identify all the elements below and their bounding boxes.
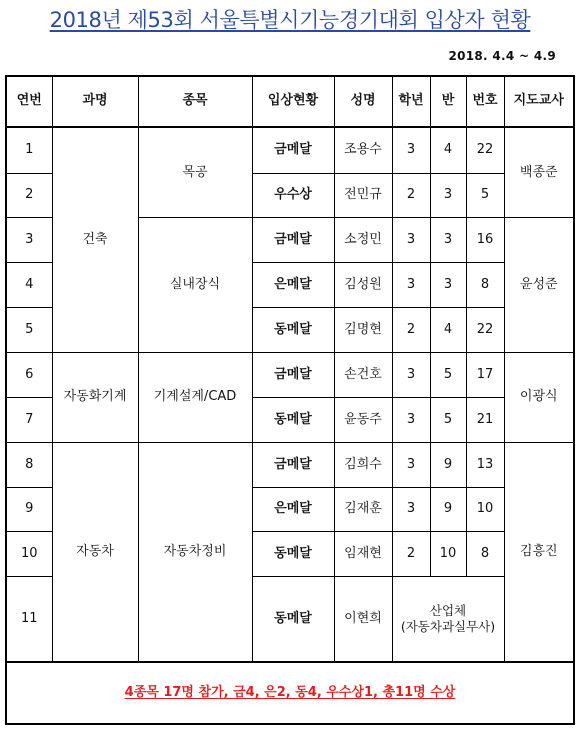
table-row [6, 353, 574, 398]
cell-name: 김명현 [334, 308, 392, 353]
cell-grade: 3 [392, 263, 430, 308]
cell-no: 11 [6, 577, 52, 662]
cell-number: 5 [466, 173, 504, 218]
header-grade: 학년 [392, 76, 430, 127]
cell-no: 6 [6, 353, 52, 398]
cell-class: 5 [430, 397, 466, 442]
cell-class: 3 [430, 173, 466, 218]
table-row [6, 127, 574, 173]
cell-number: 17 [466, 353, 504, 398]
cell-no: 1 [6, 127, 52, 173]
cell-grade: 3 [392, 353, 430, 398]
cell-award: 동메달 [252, 308, 334, 353]
cell-class: 3 [430, 263, 466, 308]
cell-no: 2 [6, 173, 52, 218]
cell-grade: 2 [392, 173, 430, 218]
cell-department: 건축 [52, 127, 138, 353]
cell-event: 실내장식 [138, 218, 252, 353]
cell-number: 8 [466, 532, 504, 577]
cell-name: 윤동주 [334, 397, 392, 442]
cell-grade: 3 [392, 218, 430, 263]
cell-class: 5 [430, 353, 466, 398]
cell-award: 금메달 [252, 127, 334, 173]
header-no: 연번 [6, 76, 52, 127]
cell-no: 5 [6, 308, 52, 353]
cell-number: 8 [466, 263, 504, 308]
cell-name: 소정민 [334, 218, 392, 263]
cell-class: 10 [430, 532, 466, 577]
cell-name: 전민규 [334, 173, 392, 218]
cell-class: 9 [430, 487, 466, 532]
cell-teacher: 김흥진 [504, 442, 574, 662]
cell-event: 기계설계/CAD [138, 353, 252, 443]
cell-award: 금메달 [252, 442, 334, 487]
cell-class: 9 [430, 442, 466, 487]
summary-text: 4종목 17명 참가, 금4, 은2, 동4, 우수상1, 총11명 수상 [124, 684, 456, 700]
cell-grade: 3 [392, 127, 430, 173]
cell-award: 은메달 [252, 263, 334, 308]
cell-teacher: 윤성준 [504, 218, 574, 353]
cell-teacher: 이광식 [504, 353, 574, 443]
cell-name: 이현희 [334, 577, 392, 662]
cell-number: 22 [466, 127, 504, 173]
cell-class: 3 [430, 218, 466, 263]
summary-cell [6, 662, 574, 724]
winners-table [5, 75, 575, 725]
page-title: 2018년 제53회 서울특별시기능경기대회 입상자 현황 [49, 8, 531, 32]
cell-grade: 2 [392, 532, 430, 577]
cell-award: 금메달 [252, 218, 334, 263]
cell-class: 4 [430, 308, 466, 353]
cell-name: 손건호 [334, 353, 392, 398]
cell-no: 3 [6, 218, 52, 263]
table-row [6, 442, 574, 487]
cell-grade: 3 [392, 397, 430, 442]
cell-no: 4 [6, 263, 52, 308]
cell-grade: 2 [392, 308, 430, 353]
cell-name: 김희수 [334, 442, 392, 487]
cell-award: 금메달 [252, 353, 334, 398]
cell-event: 목공 [138, 127, 252, 218]
cell-note [392, 577, 504, 662]
cell-award: 우수상 [252, 173, 334, 218]
cell-number: 22 [466, 308, 504, 353]
cell-department: 자동화기계 [52, 353, 138, 443]
event-date: 2018. 4.4 ~ 4.9 [448, 49, 556, 63]
header-name: 성명 [334, 76, 392, 127]
cell-name: 김재훈 [334, 487, 392, 532]
cell-no: 10 [6, 532, 52, 577]
note-line-2: (자동차과실무사) [400, 619, 496, 635]
cell-number: 13 [466, 442, 504, 487]
cell-grade: 3 [392, 442, 430, 487]
header-teacher: 지도교사 [504, 76, 574, 127]
cell-no: 9 [6, 487, 52, 532]
note-line-1: 산업체 [429, 603, 467, 619]
cell-no: 7 [6, 397, 52, 442]
cell-no: 8 [6, 442, 52, 487]
summary-row [6, 662, 574, 724]
cell-teacher: 백종준 [504, 127, 574, 218]
cell-name: 김성원 [334, 263, 392, 308]
cell-award: 은메달 [252, 487, 334, 532]
cell-class: 4 [430, 127, 466, 173]
header-class: 반 [430, 76, 466, 127]
header-award: 입상현황 [252, 76, 334, 127]
cell-award: 동메달 [252, 397, 334, 442]
cell-award: 동메달 [252, 532, 334, 577]
cell-name: 조용수 [334, 127, 392, 173]
header-department: 과명 [52, 76, 138, 127]
cell-name: 임재현 [334, 532, 392, 577]
header-event: 종목 [138, 76, 252, 127]
cell-number: 10 [466, 487, 504, 532]
cell-award: 동메달 [252, 577, 334, 662]
header-number: 번호 [466, 76, 504, 127]
cell-grade: 3 [392, 487, 430, 532]
cell-number: 21 [466, 397, 504, 442]
cell-number: 16 [466, 218, 504, 263]
cell-event: 자동차정비 [138, 442, 252, 662]
header-row [6, 76, 574, 127]
cell-department: 자동차 [52, 442, 138, 662]
